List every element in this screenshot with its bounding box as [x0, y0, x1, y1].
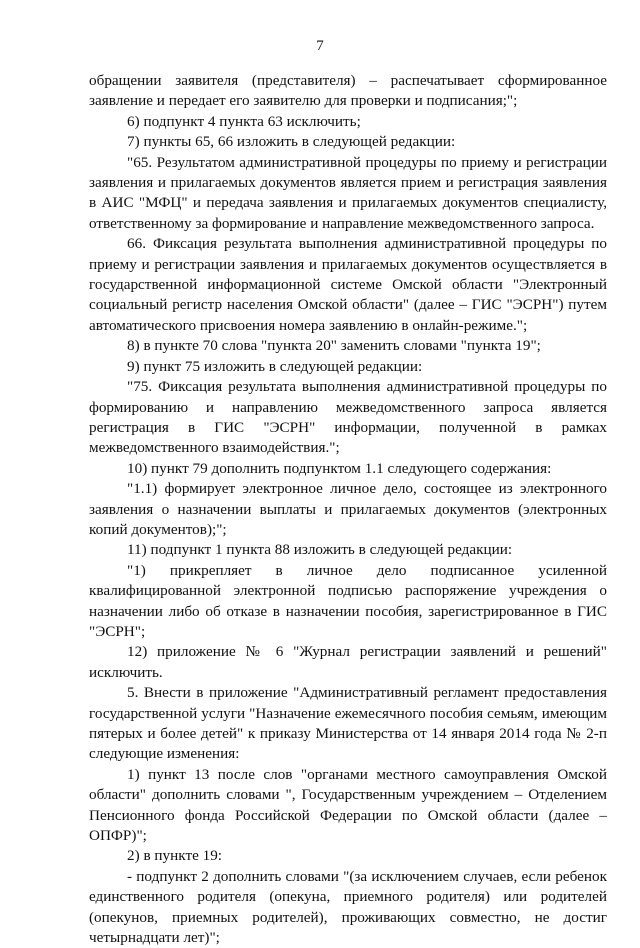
paragraph-item-12: 12) приложение № 6 "Журнал регистрации заявлений и решений" исключить.	[89, 643, 607, 681]
paragraph-section-5-item-1: 1) пункт 13 после слов "органами местного самоуправления Омской области" дополнить словами ", Государственным учреждением – Отделением Пенсионного фонда Российской Федерации по Омской области (далее – ОПФР)";	[89, 765, 607, 845]
paragraph-section-5-item-2: 2) в пункте 19:	[127, 847, 223, 865]
paragraph-section-5: 5. Внести в приложение "Административный регламент предоставления государственной услуги "Назначение ежемесячного пособия семьям, имеющим пятерых и более детей" к приказу Министерства от 14 января 2014 года № 2-п следующие изменения:	[89, 684, 607, 763]
paragraph-item-10: 10) пункт 79 дополнить подпунктом 1.1 следующего содержания:	[127, 459, 552, 477]
page-number: 7	[316, 38, 324, 54]
document-body	[89, 71, 607, 948]
paragraph-clause-65: "65. Результатом административной процедуры по приему и регистрации заявления и прилагаемых документов является прием и регистрация заявления в АИС "МФЦ" и передача заявления и прилагаемых документов специалисту, ответственному за формирование и направление межведомственного запроса.	[89, 153, 607, 232]
paragraph-clause-1-1: "1.1) формирует электронное личное дело, состоящее из электронного заявления о назначении выплаты и прилагаемых документов (электронных копий документов);";	[89, 480, 607, 538]
paragraph-item-8: 8) в пункте 70 слова "пункта 20" заменить словами "пункта 19";	[127, 337, 541, 355]
paragraph-clause-75: "75. Фиксация результата выполнения административной процедуры по формированию и направлению межведомственного запроса является регистрация в ГИС "ЭСРН" информации, полученной в рамках межведомственного взаимодействия.";	[89, 378, 607, 457]
paragraph-subitem-2: - подпункт 2 дополнить словами "(за исключением случаев, если ребенок единственного родителя (опекуна, приемного родителя) или родителей (опекунов, приемных родителей), проживающих совместно, не достиг четырнадцати лет)";	[89, 867, 607, 947]
paragraph-item-9: 9) пункт 75 изложить в следующей редакции:	[127, 357, 423, 375]
paragraph-continuation: обращении заявителя (представителя) – распечатывает сформированное заявление и передает его заявителю для проверки и подписания;";	[89, 72, 607, 110]
paragraph-clause-66: 66. Фиксация результата выполнения административной процедуры по приему и регистрации заявления и прилагаемых документов осуществляется в государственной информационной системе Омской области "Электронный социальный регистр населения Омской области" (далее – ГИС "ЭСРН") путем автоматического присвоения номера заявлению в онлайн-режиме.";	[89, 235, 607, 334]
paragraph-clause-1: "1) прикрепляет в личное дело подписанное усиленной квалифицированной электронной подписью распоряжение учреждения о назначении либо об отказе в назначении пособия, зарегистрированное в ГИС "ЭСРН";	[89, 561, 607, 640]
paragraph-item-11: 11) подпункт 1 пункта 88 изложить в следующей редакции:	[127, 541, 513, 559]
paragraph-item-7: 7) пункты 65, 66 изложить в следующей редакции:	[127, 133, 456, 151]
paragraph-item-6: 6) подпункт 4 пункта 63 исключить;	[127, 112, 361, 130]
